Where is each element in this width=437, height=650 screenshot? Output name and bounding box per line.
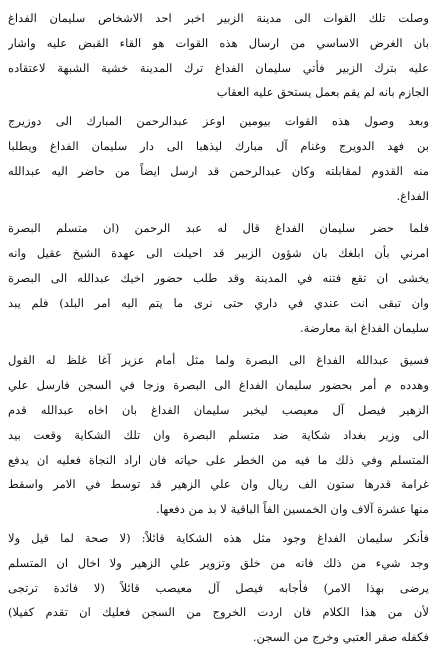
- paragraph-line: غرامة قدرها ستون الف ريال وان علي الزهير قد توسط في الامر واسقط: [8, 477, 429, 492]
- paragraph-line: وجد شيء من ذلك فانه من خلق وتزوير علي الزهير ولا اخال ان المتسلم: [8, 555, 429, 570]
- paragraph-line: الى وزير بغداد شكاية ضد متسلم البصرة وان تلك الشكاية وقعت بيد: [8, 427, 429, 442]
- paragraph-line: منه القدوم لمقابلته وكان عبدالرحمن قد ارسل ايضاً من حاضر اليه عبدالله: [8, 163, 429, 178]
- paragraph-line: وهدده م أمر بحضور سليمان الفداغ الى البصرة وزجا في السجن فارسل علي: [8, 378, 429, 393]
- paragraph-line: سليمان الفداغ ابة معارضة.: [299, 320, 429, 335]
- paragraph-line: بان الغرض الاساسي من ارسال هذه القوات هو القاء القبض عليه واشار: [8, 35, 429, 50]
- paragraph-line: يرضى بهذا الامر) فأجابه فيصل آل معيصب قائلاً (لا فائدة ترتجى: [8, 580, 429, 595]
- paragraph-line: فكفله صقر العتبي وخرج من السجن.: [252, 630, 429, 645]
- paragraph-line: عليه بترك الزبير فأتي سليمان الفداغ ترك المدينة خشية الشبهة لاعتقاده: [8, 60, 429, 75]
- paragraph-line: امرني بأن ابلغك بان شؤون الزبير قد احيلت الى عهدة الشيخ عقيل وانه: [8, 246, 429, 261]
- paragraph-line: منها عشرة آلاف وان الخمسين الفاً الباقية لا بد من دفعها.: [156, 502, 429, 517]
- paragraph-line: بن فهد الدويرج وغنام آل مبارك ليذهبا الى دار سليمان الفداغ ويطلبا: [8, 138, 429, 153]
- paragraph-line: فأنكر سليمان الفداغ وجود مثل هذه الشكاية قائلاً: (لا صحة لما قيل ولا: [8, 530, 429, 545]
- paragraph-line: وبعد وصول هذه القوات بيومين اوعز عبدالرحمن المبارك الى دوزيرج: [8, 114, 429, 129]
- paragraph-line: لأن من هذا الكلام فان اردت الخروج من السجن فعليك ان تقدم كفيلا): [8, 605, 429, 620]
- paragraph-line: الجازم بانه لم يقم بعمل يستحق عليه العقاب: [216, 85, 429, 100]
- paragraph-line: فسيق عبدالله الفداغ الى البصرة ولما مثل أمام عزيز آغا غلظ له القول: [8, 353, 429, 368]
- paragraph-line: الفداغ.: [396, 188, 429, 203]
- paragraph-5: [8, 526, 429, 650]
- paragraph-1: [8, 6, 429, 105]
- paragraph-3: [8, 216, 429, 340]
- paragraph-line: وصلت تلك القوات الى مدينة الزبير اخبر احد الاشخاص سليمان الفداغ: [8, 11, 429, 25]
- paragraph-line: وان تبقى انت عندي في داري حتى نرى ما يتم اليه امر البلد) فلم يبد: [8, 295, 429, 310]
- paragraph-line: المتسلم وفي ذلك ما فيه من الخطر على حياته فان اراد النجاة فعليه ان يدفع: [8, 452, 429, 467]
- paragraph-gap: [8, 340, 429, 348]
- paragraph-line: فلما حضر سليمان الفداغ قال له عبد الرحمن (ان متسلم البصرة: [8, 221, 429, 236]
- paragraph-gap: [8, 208, 429, 216]
- paragraph-4: [8, 348, 429, 522]
- paragraph-2: [8, 109, 429, 208]
- paragraph-line: الزهير فيصل آل معيصب ليخبر سليمان الفداغ بان اخاه عبدالله قدم: [8, 402, 429, 417]
- paragraph-line: يخشى ان تقع فتنه في المدينة وقد طلب حضور اخيك عبدالله الى البصرة: [8, 270, 429, 285]
